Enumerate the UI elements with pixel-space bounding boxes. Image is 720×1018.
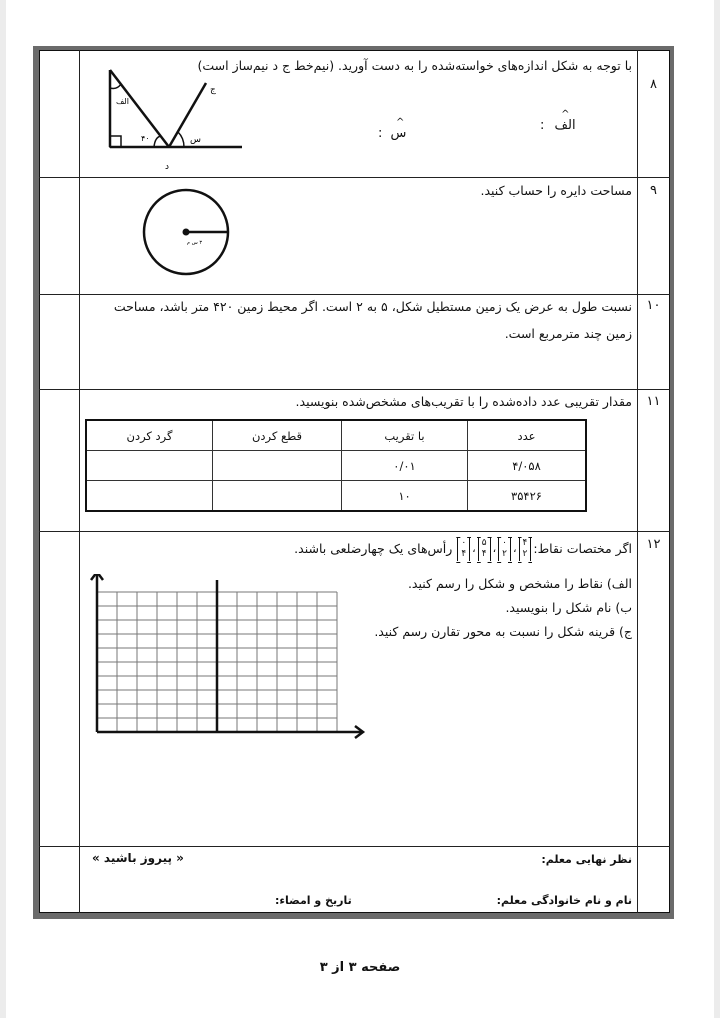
point-separator: ،: [512, 542, 517, 555]
table-row: [86, 481, 586, 512]
y-coordinate: ۴: [461, 549, 467, 559]
scan-edge-right: [714, 0, 720, 1018]
coordinate-vector: [519, 537, 532, 561]
motto: « پیروز باشید »: [92, 851, 184, 865]
question-part: الف) نقاط را مشخص و شکل را رسم کنید.: [407, 576, 632, 591]
coordinate-vector: [478, 537, 491, 561]
coordinate-points: [457, 532, 531, 566]
x-coordinate: ۴: [522, 538, 528, 548]
answer-label: س: [390, 126, 407, 141]
right-angle-mark: [110, 136, 121, 147]
cell-number: ۴/۰۵۸: [468, 451, 587, 481]
header-precision: با تقریب: [342, 420, 468, 451]
question-text-after: رأس‌های یک چهارضلعی باشند.: [294, 541, 453, 556]
answer-label: الف: [554, 118, 576, 133]
approximation-table: [85, 419, 587, 512]
row-divider: [39, 846, 670, 847]
teacher-opinion-label: نظر نهایی معلم:: [541, 853, 632, 866]
label-alef: الف: [116, 97, 129, 106]
question-text: با توجه به شکل اندازه‌های خواسته‌شده را به دست آورید. (نیم‌خط ج د نیم‌ساز است): [197, 58, 632, 73]
y-coordinate: ۲: [522, 549, 528, 559]
answer-colon: :: [378, 126, 383, 141]
table-row: [86, 451, 586, 481]
scan-edge-left: [0, 0, 6, 1018]
point-separator: ،: [492, 542, 497, 555]
question-number: ۹: [650, 183, 657, 198]
cell-precision: ۱۰: [342, 481, 468, 512]
x-coordinate: ۰: [502, 538, 507, 548]
cell-precision: ۰/۰۱: [342, 451, 468, 481]
header-round: گرد کردن: [86, 420, 213, 451]
cell-round-answer[interactable]: [86, 451, 213, 481]
label-jim: ج: [210, 85, 216, 95]
label-40: ۴۰: [141, 134, 150, 143]
coordinate-vector: [457, 537, 470, 561]
question-part: ج) قرینه شکل را نسبت به محور تقارن رسم کنید.: [374, 624, 632, 639]
cell-number: ۳۵۴۲۶: [468, 481, 587, 512]
question-number: ۸: [650, 77, 657, 92]
header-truncate: قطع کردن: [213, 420, 342, 451]
y-coordinate: ۴: [481, 549, 487, 559]
question-number: ۱۰: [646, 298, 661, 313]
cell-truncate-answer[interactable]: [213, 481, 342, 512]
teacher-name-label: نام و نام خانوادگی معلم:: [496, 894, 632, 907]
page-number: صفحه ۳ از ۳: [319, 960, 401, 975]
question-text: نسبت طول به عرض یک زمین مستطیل شکل، ۵ به ۲ است. اگر محیط زمین ۴۲۰ متر باشد، مساحت زمین چند مترمربع است.: [113, 299, 632, 341]
point-separator: ،: [472, 542, 476, 555]
header-number: عدد: [468, 420, 587, 451]
question-text-before: اگر مختصات نقاط:: [533, 541, 632, 556]
angle-arc-right: [178, 132, 184, 147]
coordinate-grid[interactable]: [88, 574, 373, 746]
question-text: مقدار تقریبی عدد داده‌شده را با تقریب‌های مشخص‌شده بنویسید.: [295, 394, 632, 409]
question-part: ب) نام شکل را بنویسید.: [505, 600, 632, 615]
angle-arc-left: [154, 136, 161, 147]
angle-arc-top: [110, 84, 121, 89]
label-dal: د: [165, 162, 170, 172]
circle-figure: [140, 188, 235, 283]
radius-label: ۳ س م: [186, 240, 202, 246]
question-number: ۱۱: [646, 394, 661, 409]
answer-colon: :: [540, 118, 545, 133]
hat-mark: ^: [561, 109, 570, 120]
y-coordinate: ۲: [502, 549, 507, 559]
table-header-row: [86, 420, 586, 451]
question-text: مساحت دایره را حساب کنید.: [480, 183, 632, 198]
answer-alef: [540, 109, 576, 133]
score-column-divider: [79, 50, 80, 913]
center-point: [183, 229, 190, 236]
coordinate-vector: [498, 537, 511, 561]
answer-sin: [378, 117, 407, 141]
label-sin: س: [190, 135, 201, 145]
date-signature-label: تاریخ و امضاء:: [275, 894, 352, 907]
hat-mark: ^: [396, 117, 405, 128]
number-column-divider: [637, 50, 638, 913]
cell-truncate-answer[interactable]: [213, 451, 342, 481]
question-text: [92, 532, 632, 566]
question-number: ۱۲: [646, 537, 661, 552]
x-coordinate: ۰: [461, 538, 467, 548]
cell-round-answer[interactable]: [86, 481, 213, 512]
angle-figure: [100, 60, 260, 175]
x-coordinate: ۵: [481, 538, 487, 548]
